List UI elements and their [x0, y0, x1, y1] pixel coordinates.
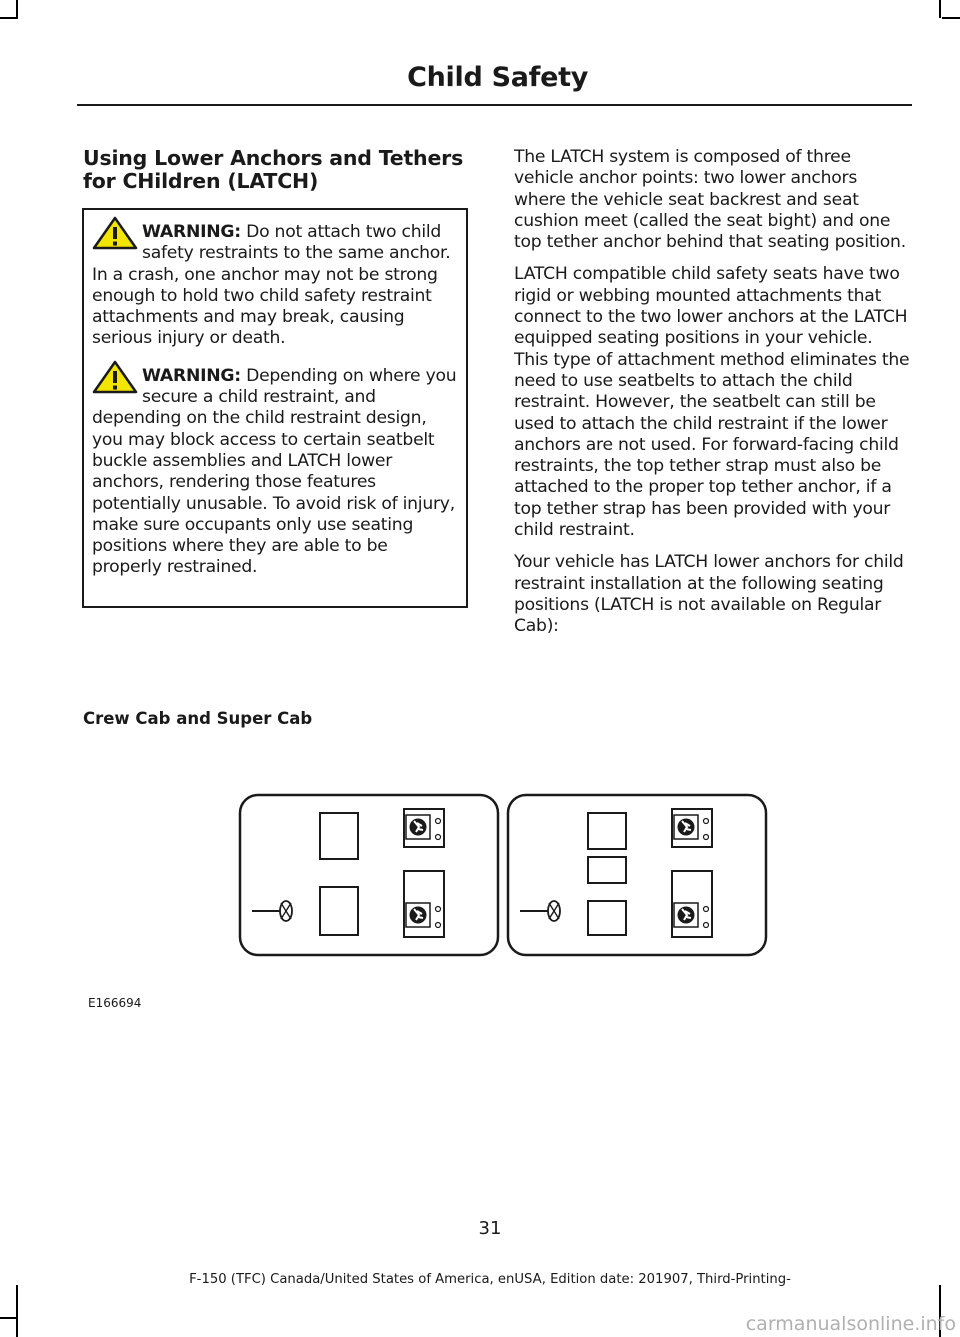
page-number: 31	[478, 1218, 502, 1239]
crop-mark	[939, 0, 941, 18]
page-title: Child Safety	[407, 62, 588, 93]
section-heading: Using Lower Anchors and Tethers for CHildren (LATCH)	[83, 146, 464, 193]
crop-mark	[16, 0, 18, 18]
paragraph: The LATCH system is composed of three vehicle anchor points: two lower anchors where the vehicle seat backrest and seat cushion meet (called the seat bight) and one top tether anchor behind that seating position.	[514, 147, 906, 253]
warning-triangle-icon	[92, 360, 138, 394]
super-cab-diagram	[508, 795, 766, 955]
header-divider	[77, 104, 912, 106]
body-text-column	[514, 147, 910, 649]
warning-box	[82, 208, 468, 608]
footer-text: F-150 (TFC) Canada/United States of America, enUSA, Edition date: 201907, Third-Printing-	[189, 1272, 791, 1287]
crop-mark	[16, 1285, 18, 1337]
watermark: carmanualsonline.info	[745, 1313, 956, 1335]
warning-2	[92, 366, 460, 579]
warning-1	[92, 222, 460, 350]
figure-code: E166694	[88, 996, 142, 1010]
crew-cab-diagram	[240, 795, 498, 955]
warning-triangle-icon	[92, 216, 138, 250]
warning-label: WARNING:	[142, 365, 241, 386]
paragraph: LATCH compatible child safety seats have two rigid or webbing mounted attachments that connect to the two lower anchors at the LATCH equipped seating positions in your vehicle. This type of attachment method eliminates the need to use seatbelts to attach the child restraint. However, the seatbelt can still be used to attach the child restraint if the lower anchors are not used. For forward-facing child restraints, the top tether strap must also be attached to the proper top tether anchor, if a top tether strap has been provided with your child restraint.	[514, 264, 910, 541]
warning-text: Do not attach two child safety restraints to the same anchor. In a crash, one anchor may not be strong enough to hold two child safety restraint attachments and may break, causing serious injury or death.	[92, 222, 451, 349]
crop-mark	[0, 1317, 18, 1319]
crop-mark	[0, 17, 18, 19]
crop-mark	[942, 17, 960, 19]
latch-seating-diagram	[238, 793, 770, 959]
warning-label: WARNING:	[142, 222, 241, 242]
sub-heading: Crew Cab and Super Cab	[83, 709, 313, 728]
paragraph: Your vehicle has LATCH lower anchors for child restraint installation at the following seating positions (LATCH is not available on Regular Cab):	[514, 552, 904, 637]
warning-text: Depending on where you secure a child restraint, and depending on the child restraint design, you may block access to certain seatbelt buckle assemblies and LATCH lower anchors, rendering those features potentially unusable. To avoid risk of injury, make sure occupants only use seating positions where they are able to be properly restrained.	[92, 365, 457, 578]
